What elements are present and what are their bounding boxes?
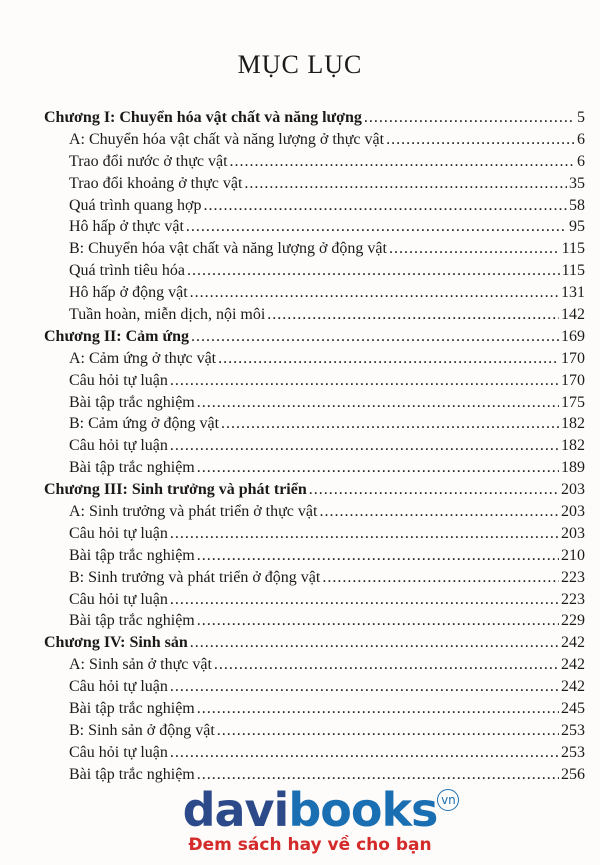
- toc-entry-row: [44, 610, 585, 632]
- dot-leader: [214, 654, 559, 676]
- brand-logo-part1: davi: [182, 783, 289, 837]
- toc-entry-row: [44, 216, 585, 238]
- toc-entry-label: Câu hỏi tự luận: [69, 678, 168, 696]
- toc-page-number: 245: [561, 700, 585, 718]
- toc-entry-label: Bài tập trắc nghiệm: [69, 700, 195, 718]
- toc-page-number: 142: [561, 306, 585, 324]
- toc-entry-label: A: Sinh sản ở thực vật: [69, 656, 212, 674]
- toc-entry-label: B: Cảm ứng ở động vật: [69, 415, 220, 433]
- dot-leader: [322, 567, 559, 589]
- toc-entry-row: [44, 370, 585, 392]
- toc-entry-row: [44, 676, 585, 698]
- toc-entry-row: [44, 129, 585, 151]
- toc-entry-row: [44, 173, 585, 195]
- toc-entry-label: Câu hỏi tự luận: [69, 524, 168, 542]
- brand-logo-badge: vn: [437, 789, 459, 811]
- dot-leader: [244, 173, 567, 195]
- toc-page-number: 175: [561, 393, 585, 411]
- toc-entry-label: Bài tập trắc nghiệm: [69, 459, 195, 477]
- toc-page-number: 169: [561, 327, 585, 345]
- toc-page-number: 203: [561, 503, 585, 521]
- toc-entry-row: [44, 195, 585, 217]
- toc-page-number: 170: [561, 349, 585, 367]
- dot-leader: [191, 326, 559, 348]
- toc-entry-label: Câu hỏi tự luận: [69, 371, 168, 389]
- toc-entry-row: [44, 654, 585, 676]
- toc-entry-row: [44, 523, 585, 545]
- toc-entry-label: B: Sinh sản ở động vật: [69, 721, 215, 739]
- toc-entry-label: Bài tập trắc nghiệm: [69, 612, 195, 630]
- toc-entry-row: [44, 698, 585, 720]
- toc-page-number: 242: [561, 656, 585, 674]
- dot-leader: [230, 151, 575, 173]
- brand-tagline: Đem sách hay về cho bạn: [188, 835, 432, 855]
- toc-page-number: 115: [561, 240, 585, 258]
- toc-page-number: 223: [561, 568, 585, 586]
- dot-leader: [197, 610, 559, 632]
- toc-entry-label: Hô hấp ở thực vật: [69, 218, 184, 236]
- toc-entry-label: Câu hỏi tự luận: [69, 590, 168, 608]
- dot-leader: [364, 107, 575, 129]
- toc-page-number: 223: [561, 590, 585, 608]
- toc-chapter-row: [44, 632, 585, 654]
- toc-entry-row: [44, 238, 585, 260]
- toc-entry-label: Câu hỏi tự luận: [69, 743, 168, 761]
- dot-leader: [170, 435, 559, 457]
- toc-entry-label: Chương IV: Sinh sản: [44, 634, 188, 652]
- dot-leader: [309, 479, 559, 501]
- toc-page-number: 182: [561, 415, 585, 433]
- toc-page-number: 253: [561, 721, 585, 739]
- dot-leader: [170, 370, 559, 392]
- toc-entry-label: Bài tập trắc nghiệm: [69, 546, 195, 564]
- toc-entry-row: [44, 348, 585, 370]
- toc-entry-row: [44, 413, 585, 435]
- toc-page-number: 203: [561, 524, 585, 542]
- toc-entry-row: [44, 435, 585, 457]
- dot-leader: [319, 501, 559, 523]
- dot-leader: [217, 720, 559, 742]
- dot-leader: [186, 216, 567, 238]
- toc-entry-row: [44, 742, 585, 764]
- toc-page-number: 131: [561, 284, 585, 302]
- dot-leader: [203, 195, 567, 217]
- toc-entry-row: [44, 567, 585, 589]
- dot-leader: [267, 304, 559, 326]
- dot-leader: [170, 742, 559, 764]
- toc-entry-row: [44, 151, 585, 173]
- toc-entry-label: Tuần hoàn, miễn dịch, nội môi: [69, 306, 266, 324]
- toc-page-number: 58: [569, 196, 585, 214]
- toc-page-number: 203: [561, 481, 585, 499]
- dot-leader: [170, 523, 559, 545]
- dot-leader: [170, 676, 559, 698]
- brand-logo-part2: books: [288, 783, 438, 837]
- toc-page-number: 229: [561, 612, 585, 630]
- toc-entry-label: A: Sinh trưởng và phát triển ở thực vật: [69, 503, 318, 521]
- toc-entry-label: Hô hấp ở động vật: [69, 284, 188, 302]
- toc-page-number: 253: [561, 743, 585, 761]
- toc-entry-label: Bài tập trắc nghiệm: [69, 765, 195, 783]
- dot-leader: [218, 348, 559, 370]
- toc-page-number: 6: [577, 152, 585, 170]
- toc-entry-label: Trao đổi nước ở thực vật: [69, 152, 228, 170]
- toc-page-number: 182: [561, 437, 585, 455]
- toc-entry-label: Quá trình tiêu hóa: [69, 262, 185, 280]
- dot-leader: [170, 589, 559, 611]
- toc-entry-label: Chương II: Cảm ứng: [44, 327, 189, 345]
- toc-page-number: 242: [561, 634, 585, 652]
- toc-entry-row: [44, 260, 585, 282]
- toc-entry-row: [44, 392, 585, 414]
- dot-leader: [221, 413, 559, 435]
- dot-leader: [197, 545, 559, 567]
- toc-page-number: 115: [561, 262, 585, 280]
- dot-leader: [190, 282, 559, 304]
- watermark: [0, 785, 600, 855]
- toc-entry-row: [44, 501, 585, 523]
- dot-leader: [197, 392, 559, 414]
- toc-chapter-row: [44, 107, 585, 129]
- toc-page-number: 35: [569, 174, 585, 192]
- toc-entry-label: Quá trình quang hợp: [69, 196, 202, 214]
- toc-entry-row: [44, 282, 585, 304]
- toc-page-number: 6: [577, 130, 585, 148]
- toc-entry-label: Trao đổi khoảng ở thực vật: [69, 174, 243, 192]
- toc-chapter-row: [44, 326, 585, 348]
- toc-entry-label: Chương I: Chuyển hóa vật chất và năng lượng: [44, 109, 362, 126]
- toc-page-number: 242: [561, 678, 585, 696]
- toc-entry-row: [44, 545, 585, 567]
- toc-page-number: 189: [561, 459, 585, 477]
- toc-entry-label: A: Cảm ứng ở thực vật: [69, 349, 217, 367]
- dot-leader: [197, 698, 559, 720]
- toc-page-number: 210: [561, 546, 585, 564]
- toc-entry-row: [44, 304, 585, 326]
- toc-entry-label: B: Sinh trưởng và phát triển ở động vật: [69, 568, 321, 586]
- toc-entry-label: Câu hỏi tự luận: [69, 437, 168, 455]
- table-of-contents: [44, 107, 585, 786]
- toc-page-number: 95: [569, 218, 585, 236]
- dot-leader: [187, 260, 560, 282]
- toc-page-number: 170: [561, 371, 585, 389]
- dot-leader: [386, 129, 575, 151]
- dot-leader: [389, 238, 560, 260]
- toc-entry-label: Bài tập trắc nghiệm: [69, 393, 195, 411]
- dot-leader: [190, 632, 559, 654]
- toc-page-number: 5: [577, 109, 585, 126]
- page-title: MỤC LỤC: [237, 50, 363, 79]
- toc-chapter-row: [44, 479, 585, 501]
- toc-entry-label: Chương III: Sinh trưởng và phát triển: [44, 481, 307, 499]
- toc-entry-label: A: Chuyển hóa vật chất và năng lượng ở thực vật: [69, 130, 385, 148]
- brand-logo: [182, 783, 456, 837]
- toc-entry-label: B: Chuyển hóa vật chất và năng lượng ở động vật: [69, 240, 387, 258]
- toc-entry-row: [44, 457, 585, 479]
- toc-page-number: 256: [561, 765, 585, 783]
- toc-entry-row: [44, 720, 585, 742]
- dot-leader: [197, 457, 559, 479]
- toc-entry-row: [44, 589, 585, 611]
